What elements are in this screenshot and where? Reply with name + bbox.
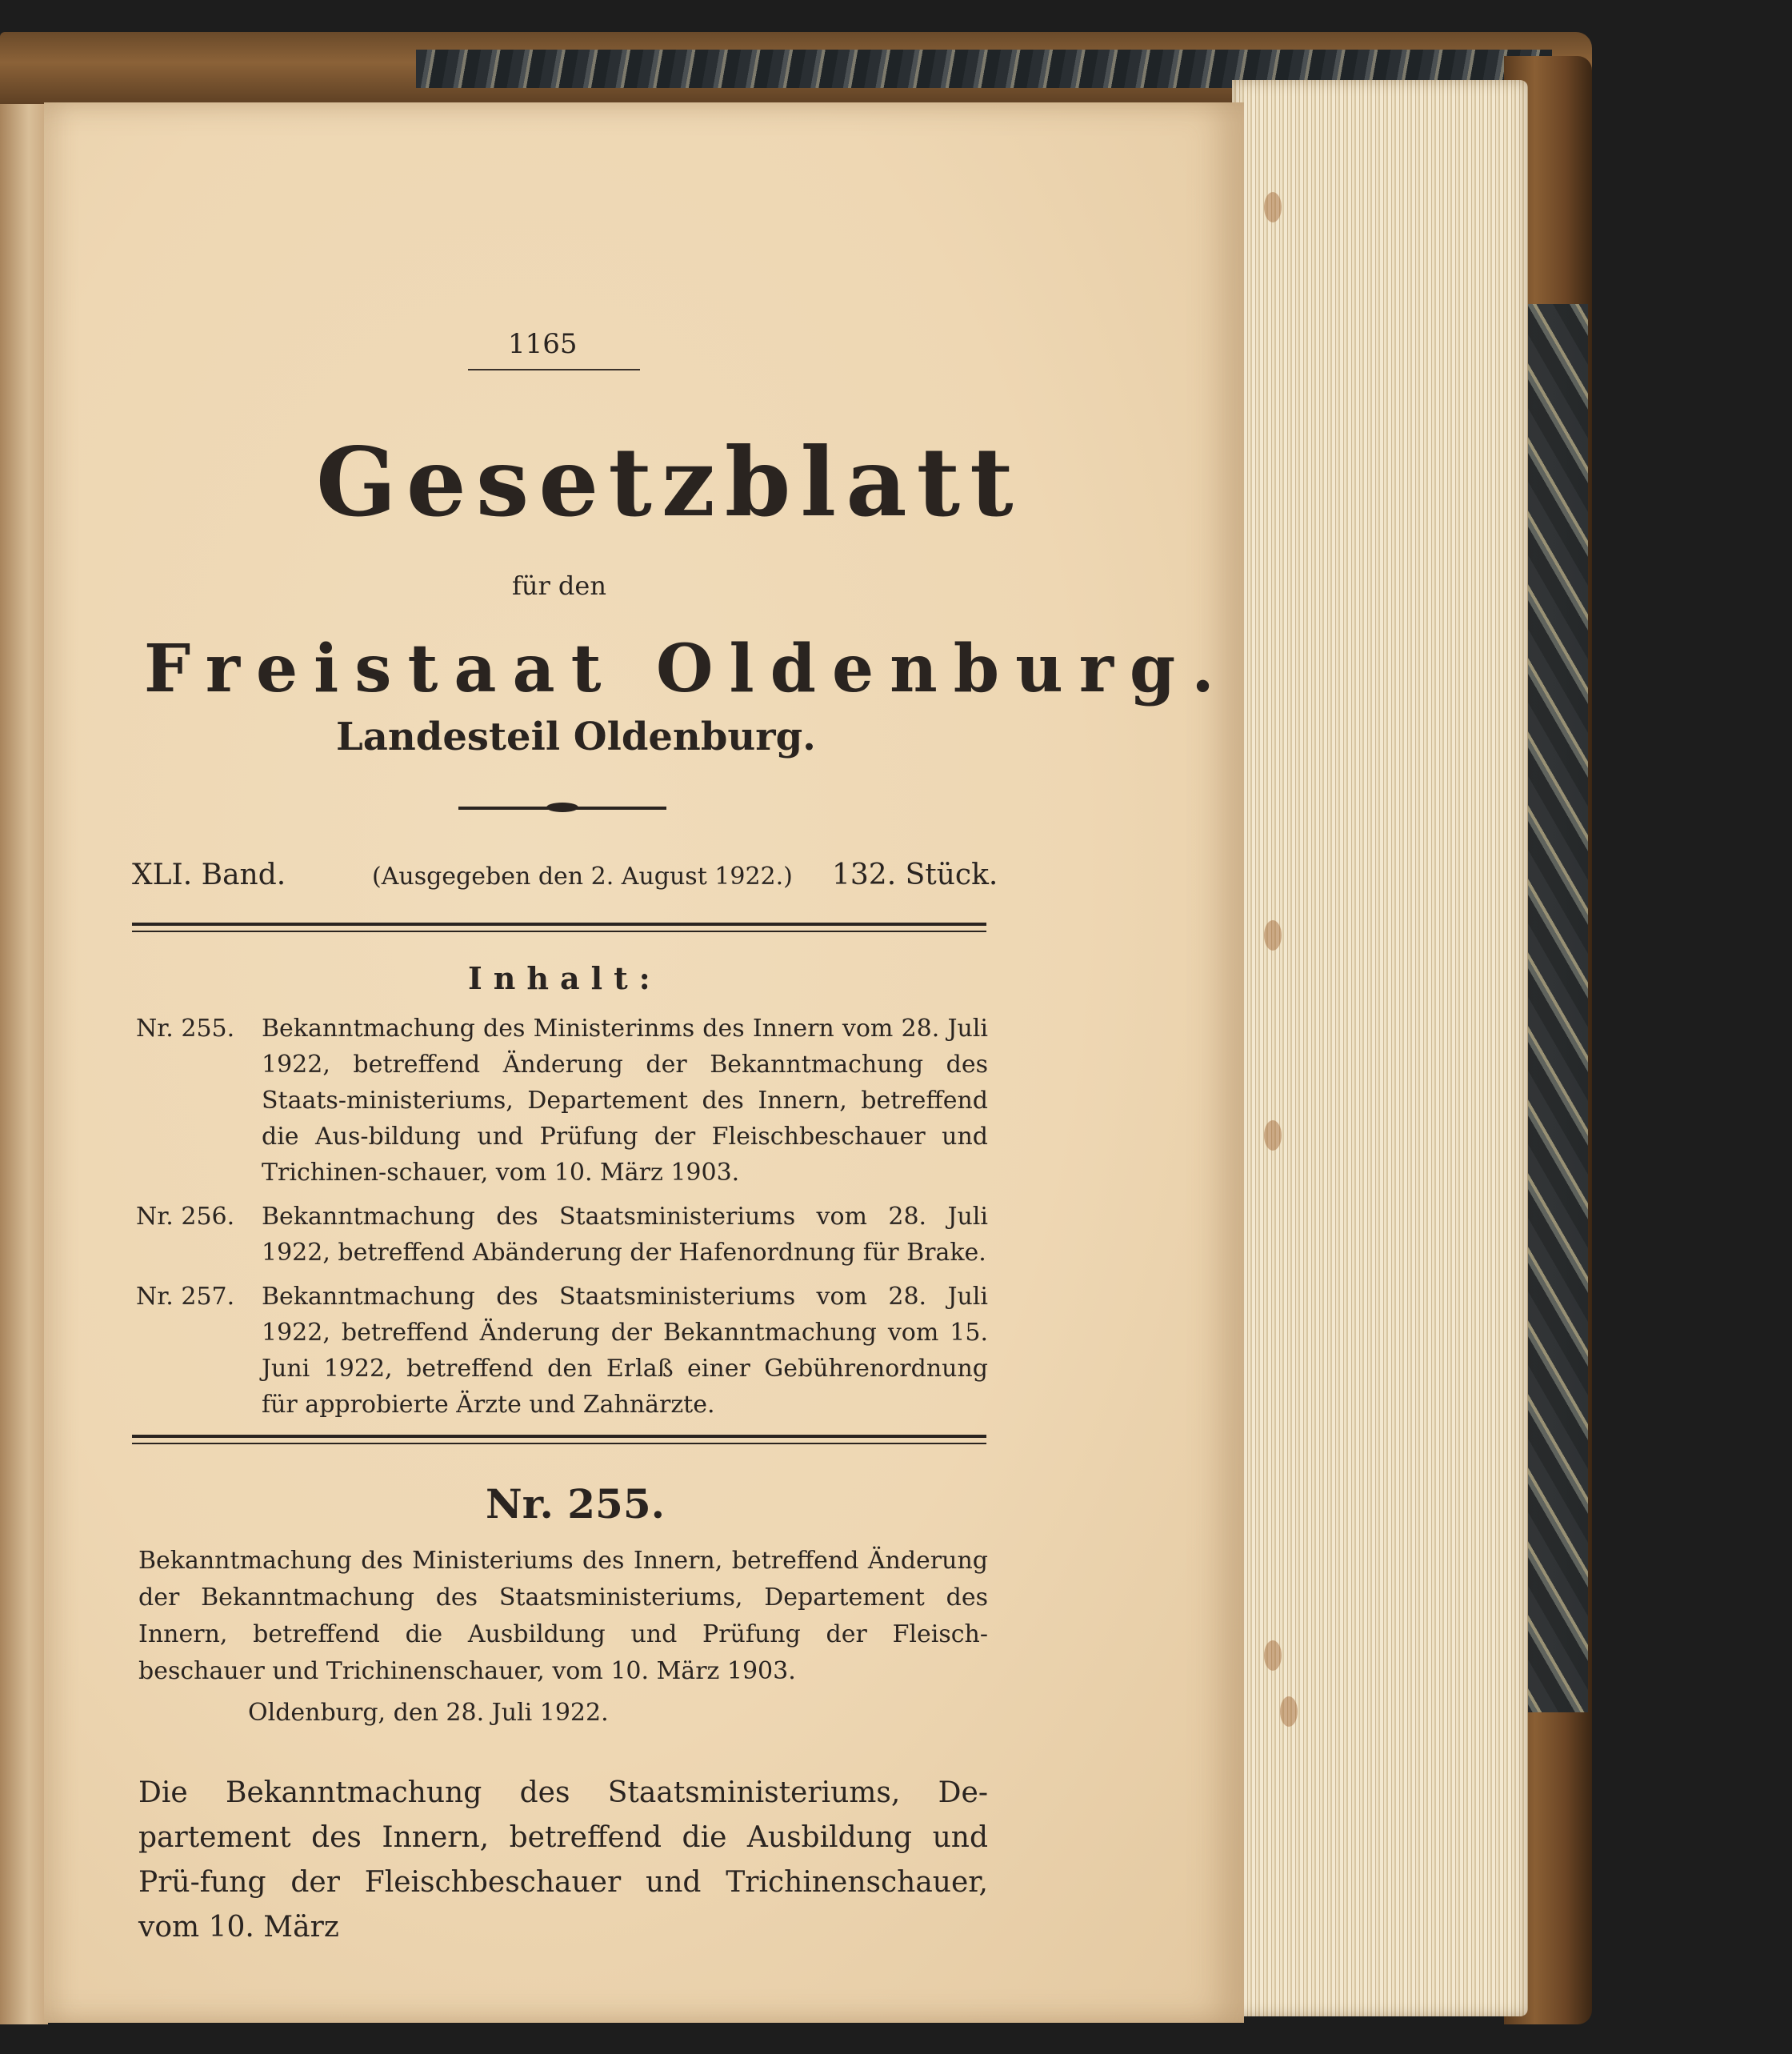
issue-number: 132. Stück. bbox=[832, 859, 998, 891]
page-edges bbox=[1232, 80, 1528, 2016]
masthead-title: Gesetzblatt bbox=[316, 426, 1023, 538]
document-page bbox=[44, 102, 1244, 2023]
toc-item-number: Nr. 256. bbox=[136, 1203, 235, 1231]
ornamental-rule bbox=[458, 807, 666, 810]
page-number: 1165 bbox=[508, 328, 578, 360]
section-body: Die Bekanntmachung des Staatsministeriums, De-partement des Innern, betreffend die Ausbildung und Prü-fung der Fleischbeschauer und Trichinenschauer, vom 10. März bbox=[138, 1776, 988, 1944]
foxing-stain bbox=[1280, 1696, 1298, 1727]
toc-item-text: Bekanntmachung des Staatsministeriums vom 28. Juli 1922, betreffend Abänderung der Hafenordnung für Brake. bbox=[262, 1203, 988, 1267]
section-title: Bekanntmachung des Ministeriums des Innern, betreffend Änderung der Bekanntmachung des Staatsministeriums, Departement des Innern, betreffend die Ausbildung und Prüfung der Fleisch-beschauer und Trichinenschauer, vom 10. März 1903. bbox=[138, 1547, 988, 1685]
toc-item-number: Nr. 257. bbox=[136, 1283, 235, 1311]
section-number: Nr. 255. bbox=[486, 1480, 666, 1527]
volume-label: XLI. Band. bbox=[132, 859, 286, 891]
toc-item-text: Bekanntmachung des Ministerinms des Innern vom 28. Juli 1922, betreffend Änderung der Bekanntmachung des Staats-ministeriums, Departement des Innern, betreffend die Aus-bildung und Prüfung der Fleischbeschauer und Trichinen-schauer, vom 10. März 1903. bbox=[262, 1015, 988, 1187]
section-place-date: Oldenburg, den 28. Juli 1922. bbox=[248, 1699, 609, 1727]
foxing-stain bbox=[1264, 192, 1282, 222]
region-name: Landesteil Oldenburg. bbox=[336, 715, 816, 759]
contents-divider bbox=[132, 1435, 986, 1444]
contents-heading: Inhalt: bbox=[468, 960, 662, 996]
foxing-stain bbox=[1264, 1120, 1282, 1151]
toc-item-number: Nr. 255. bbox=[136, 1015, 235, 1043]
foxing-stain bbox=[1264, 920, 1282, 951]
foxing-stain bbox=[1264, 1640, 1282, 1671]
toc-item-text: Bekanntmachung des Staatsministeriums vom 28. Juli 1922, betreffend Änderung der Bekanntmachung vom 15. Juni 1922, betreffend den Erlaß einer Gebührenordnung für approbierte Ärzte und Zahnärzte. bbox=[262, 1283, 988, 1419]
facing-page-edge bbox=[0, 104, 48, 2024]
page-number-rule bbox=[468, 369, 640, 370]
issue-date: (Ausgegeben den 2. August 1922.) bbox=[372, 863, 793, 891]
masthead-connector: für den bbox=[512, 571, 606, 601]
state-name: Freistaat Oldenburg. bbox=[144, 631, 1230, 707]
header-divider bbox=[132, 923, 986, 932]
